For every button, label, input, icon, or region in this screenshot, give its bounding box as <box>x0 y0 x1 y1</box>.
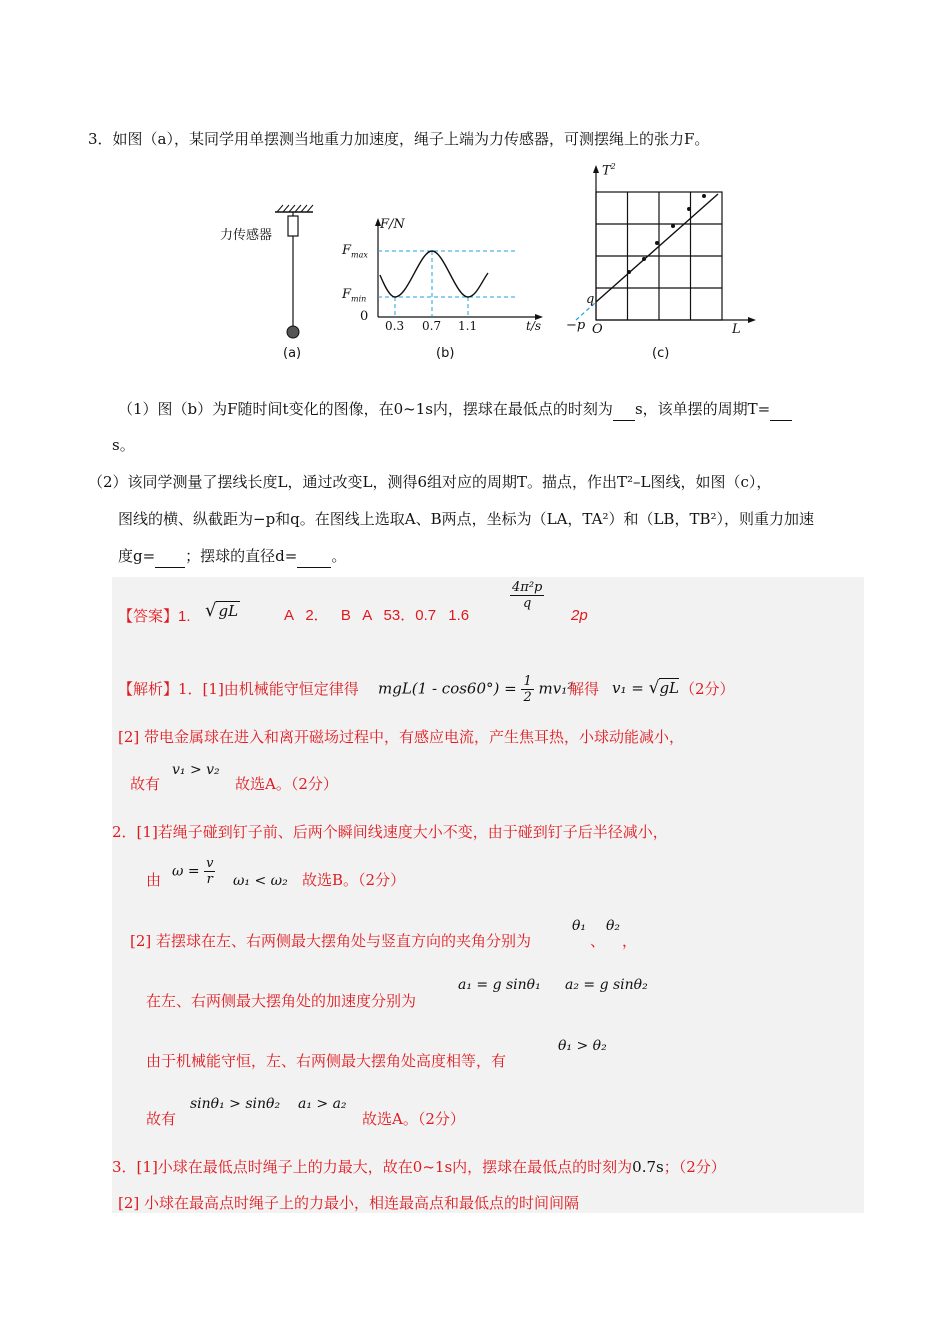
answer-label: 【答案】1. <box>118 607 191 625</box>
figure-b-label: (b) <box>436 346 455 361</box>
figure-c-svg <box>560 160 760 365</box>
analysis-a-ineq: a₁ > a₂ <box>298 1096 347 1112</box>
analysis-line11: [2] 小球在最高点时绳子上的力最小，相连最高点和最低点的时间间隔 <box>118 1194 580 1212</box>
figure-c-label: (c) <box>652 346 670 361</box>
analysis-omega-ineq: ω₁ < ω₂ <box>233 873 288 889</box>
figure-b <box>340 215 550 365</box>
answer-values: A 2． B A 53．0.7 1.6 <box>284 607 470 624</box>
analysis-line6-end: ， <box>622 932 638 950</box>
figure-b-svg <box>340 215 550 365</box>
analysis-line9a: 故有 <box>146 1110 177 1128</box>
blank-1[interactable] <box>613 398 635 421</box>
analysis-line3b: 故选A。（2分） <box>235 775 338 793</box>
blank-4[interactable] <box>297 545 331 568</box>
analysis-v1-gt-v2: v₁ > v₂ <box>172 762 220 778</box>
analysis-score1: （2分） <box>680 680 735 698</box>
analysis-sin-ineq: sinθ₁ > sinθ₂ <box>190 1096 281 1112</box>
analysis-line6: [2] 若摆球在左、右两侧最大摆角处与竖直方向的夹角分别为 <box>130 932 532 950</box>
analysis-eq1: mgL(1 - cos60°) = $\frac{1}{2}$ mv₁² <box>378 674 574 705</box>
analysis-line1: 【解析】1．[1]由机械能守恒定律得 <box>118 680 359 698</box>
analysis-line9b: 故选A。（2分） <box>362 1110 465 1128</box>
b-tick-2: 1.1 <box>458 319 478 333</box>
analysis-line4: 2．[1]若绳子碰到钉子前、后两个瞬间线速度大小不变，由于碰到钉子后半径减小， <box>112 823 668 841</box>
blank-2[interactable] <box>770 398 792 421</box>
analysis-line3a: 故有 <box>130 775 161 793</box>
b-x-axis-label: t/s <box>526 319 542 333</box>
sensor-label: 力传感器 <box>220 228 273 243</box>
answer-2p: 2p <box>571 607 588 624</box>
analysis-omega-eq: ω = $\frac{v}{r}$ <box>172 856 214 887</box>
analysis-a2-eq: a₂ = g sinθ₂ <box>565 977 648 993</box>
analysis-line10: 3．[1]小球在最低点时绳子上的力最大，故在0~1s内，摆球在最低点的时刻为0.7s；（2分） <box>112 1158 726 1176</box>
figure-a <box>215 200 325 365</box>
part1-line2: s。 <box>112 436 135 454</box>
b-tick-1: 0.7 <box>422 319 442 333</box>
question-stem: 3．如图（a），某同学用单摆测当地重力加速度，绳子上端为力传感器，可测摆绳上的张力F。 <box>88 130 710 148</box>
analysis-solve: 解得 <box>569 680 600 698</box>
answer-sqrt: √ gL <box>205 600 239 621</box>
analysis-line2: [2] 带电金属球在进入和离开磁场过程中，有感应电流，产生焦耳热，小球动能减小， <box>118 728 685 746</box>
b-tick-0: 0.3 <box>385 319 405 333</box>
analysis-a1-eq: a₁ = g sinθ₁ <box>458 977 541 993</box>
c-y-axis-label: $T^2$ <box>602 162 616 179</box>
part1-line1: （1）图（b）为F随时间t变化的图像，在0~1s内，摆球在最低点的时刻为 s，该单摆的周期T= <box>118 398 792 421</box>
b-fmin-label: $F_{min}$ <box>342 287 367 304</box>
b-y-axis-label: F/N <box>380 217 405 232</box>
figure-c <box>560 160 760 365</box>
part2-line1: （2）该同学测量了摆线长度L，通过改变L，测得6组对应的周期T。描点，作出T²–L图线，如图（c）， <box>88 473 772 491</box>
part2-line3: 度g= ；摆球的直径d= 。 <box>118 545 346 568</box>
analysis-line5b: 故选B。（2分） <box>302 871 406 889</box>
part2-line2: 图线的横、纵截距为−p和q。在图线上选取A、B两点，坐标为（LA，TA²）和（LB，TB²），则重力加速 <box>118 510 814 528</box>
c-origin: O <box>592 322 603 337</box>
analysis-theta2: θ₂ <box>606 918 621 934</box>
analysis-theta1: θ₁ <box>572 918 587 934</box>
analysis-line7: 在左、右两侧最大摆角处的加速度分别为 <box>146 992 417 1010</box>
analysis-theta-sep: 、 <box>590 932 606 950</box>
analysis-theta-ineq: θ₁ > θ₂ <box>558 1038 607 1054</box>
c-neg-p-label: −p <box>566 318 586 333</box>
c-x-axis-label: L <box>732 322 741 337</box>
analysis-line8: 由于机械能守恒，左、右两侧最大摆角处高度相等，有 <box>146 1052 507 1070</box>
figure-a-label: (a) <box>283 346 302 361</box>
c-q-label: q <box>586 292 595 307</box>
b-fmax-label: $F_{max}$ <box>342 243 368 260</box>
analysis-line5a: 由 <box>146 871 162 889</box>
analysis-v1: v₁ = √gL <box>612 678 680 698</box>
b-origin: 0 <box>360 309 369 324</box>
blank-3[interactable] <box>155 545 185 568</box>
answer-fraction: $\frac{\text{4π²p}}{q}$ <box>512 580 543 611</box>
answer-box <box>112 577 864 1213</box>
